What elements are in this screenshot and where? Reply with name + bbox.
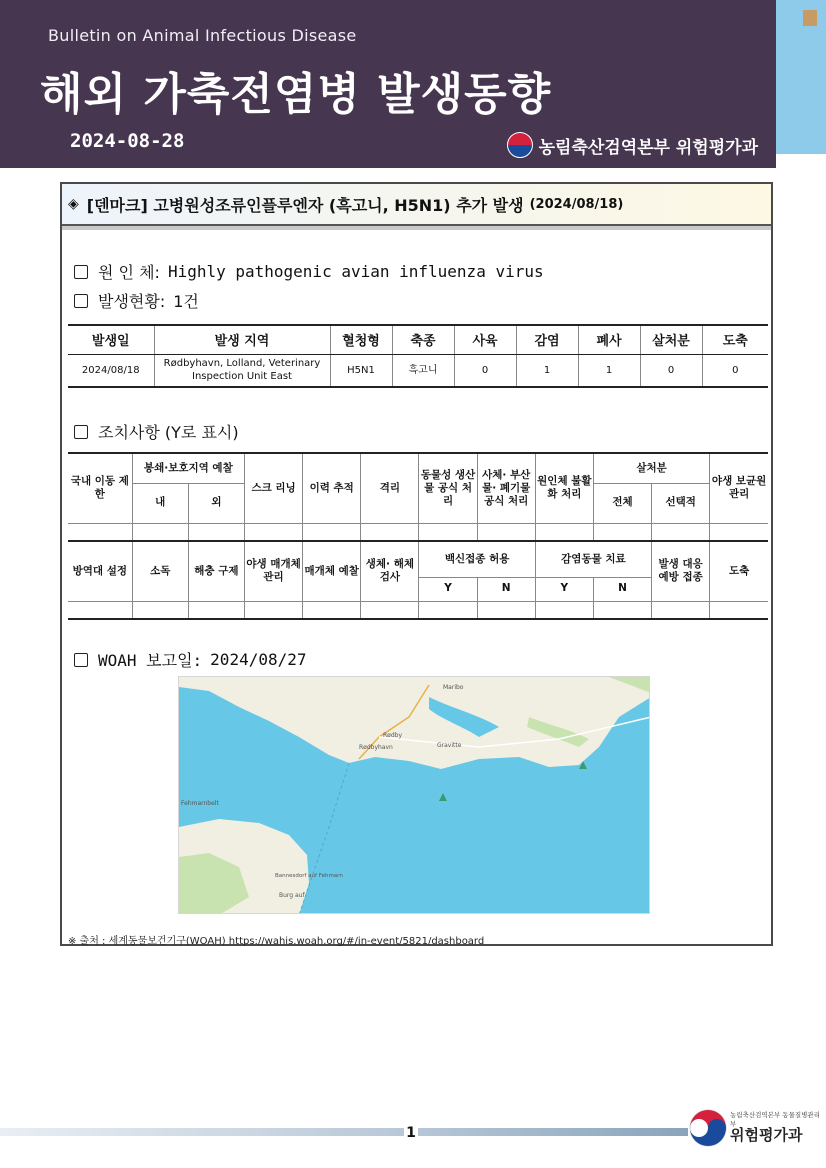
col-header: 축종 — [392, 325, 454, 354]
map-svg — [179, 677, 650, 914]
col-header: 사육 — [454, 325, 516, 354]
pathogen-label: 원 인 체: — [98, 263, 160, 282]
hdr-carcass: 사체· 부산물· 폐기물 공식 처리 — [477, 453, 535, 523]
hdr-treat-y: Y — [535, 577, 593, 601]
outbreak-table — [68, 324, 768, 388]
side-accent-square — [803, 10, 817, 26]
hdr-zone-in: 내 — [132, 483, 188, 523]
map-label-rodby: Rødby — [383, 732, 403, 739]
cell-location: Rødbyhavn, Lolland, Veterinary Inspection Unit East — [154, 354, 330, 387]
hdr-slaughter-test: 생체· 해체 검사 — [361, 541, 419, 601]
col-header: 살처분 — [640, 325, 702, 354]
hdr-zone-out: 외 — [188, 483, 244, 523]
cell-infected: 1 — [516, 354, 578, 387]
header-banner — [0, 0, 776, 168]
header-org — [507, 132, 758, 158]
hdr-vector: 해충 구제 — [188, 541, 244, 601]
hdr-treat-n: N — [593, 577, 651, 601]
measures-table — [68, 452, 768, 620]
status-line — [74, 289, 199, 312]
side-accent-bar — [776, 0, 826, 154]
map-label-maribo: Maribo — [443, 684, 464, 691]
pathogen-line — [74, 260, 544, 283]
checkbox-square-icon — [74, 265, 88, 279]
org-name: 농림축산검역본부 위험평가과 — [538, 137, 758, 158]
woah-label: WOAH 보고일: — [98, 651, 203, 670]
hdr-isolation: 격리 — [361, 453, 419, 523]
cell-kept: 0 — [454, 354, 516, 387]
diamond-bullet-icon: ◈ — [68, 196, 79, 212]
col-header: 도축 — [702, 325, 768, 354]
hdr-prevention: 발생 대응 예방 접종 — [652, 541, 710, 601]
checkbox-square-icon — [74, 294, 88, 308]
bulletin-date: 2024-08-28 — [70, 130, 185, 152]
table-row — [68, 354, 768, 387]
outbreak-header-row — [68, 325, 768, 354]
title-separator — [62, 226, 771, 230]
hdr-treatment: 감염동물 치료 — [535, 541, 651, 577]
source-note: ※ 출처 : 세계동물보건기구(WOAH) https://wahis.woah.org/#/in-event/5821/dashboard — [68, 936, 485, 947]
footer-rule — [0, 1128, 688, 1136]
hdr-zoning: 방역대 설정 — [68, 541, 132, 601]
cell-serotype: H5N1 — [330, 354, 392, 387]
map-label-fehmarn: Fehmarnbelt — [181, 800, 219, 807]
col-header: 발생 지역 — [154, 325, 330, 354]
hdr-disinfection: 소독 — [132, 541, 188, 601]
hdr-products: 동물성 생산물 공식 처리 — [419, 453, 477, 523]
checkbox-square-icon — [74, 425, 88, 439]
hdr-vac-y: Y — [419, 577, 477, 601]
hdr-culling-all: 전체 — [593, 483, 651, 523]
hdr-zone: 봉쇄·보호지역 예찰 — [132, 453, 244, 483]
report-title: [덴마크] 고병원성조류인플루엔자 (흑고니, H5N1) 추가 발생 — [86, 195, 524, 215]
col-header: 감염 — [516, 325, 578, 354]
hdr-wild-vector: 야생 매개체 관리 — [244, 541, 302, 601]
hdr-slaughter: 도축 — [710, 541, 768, 601]
footer-dept-name: 위험평가과 — [730, 1126, 803, 1144]
map-label-bannesdorf: Bannesdorf auf Fehmarn — [275, 873, 343, 879]
checkbox-square-icon — [74, 653, 88, 667]
map-label-gravit: Gravitte — [437, 742, 462, 749]
measures-line — [74, 420, 239, 443]
taegeuk-logo-icon — [507, 132, 533, 158]
cell-date: 2024/08/18 — [81, 364, 140, 376]
status-value: 1건 — [173, 292, 199, 311]
measures-label: 조치사항 (Y로 표시) — [98, 423, 239, 442]
hdr-vaccination: 백신접종 허용 — [419, 541, 535, 577]
bulletin-title: 해외 가축전염병 발생동향 — [40, 69, 552, 120]
hdr-movement: 국내 이동 제한 — [68, 453, 132, 523]
woah-date: 2024/08/27 — [210, 650, 307, 669]
cell-culled: 0 — [640, 354, 702, 387]
measures-value-row — [68, 601, 768, 619]
hdr-trace: 이력 추적 — [303, 453, 361, 523]
col-header: 폐사 — [578, 325, 640, 354]
cell-species: 흑고니 — [392, 354, 454, 387]
outbreak-map — [178, 676, 650, 914]
taegeuk-footer-logo-icon — [688, 1108, 728, 1148]
hdr-vector-surveillance: 매개체 예찰 — [303, 541, 361, 601]
pathogen-value: Highly pathogenic avian influenza virus — [167, 262, 544, 281]
hdr-inactivation: 원인체 불활화 처리 — [535, 453, 593, 523]
cell-slaughtered: 0 — [702, 354, 768, 387]
report-title-date: (2024/08/18) — [529, 196, 624, 212]
hdr-culling: 살처분 — [593, 453, 709, 483]
col-header: 발생일 — [68, 325, 154, 354]
measures-value-row — [68, 523, 768, 541]
footer-org-name: 농림축산검역본부 동물질병관리부 — [730, 1111, 820, 1128]
map-label-burg: Burg auf — [279, 892, 305, 899]
report-frame — [60, 182, 773, 946]
report-title-bar — [62, 184, 771, 226]
map-label-rodbyhavn: Rødbyhavn — [359, 744, 393, 751]
hdr-vac-n: N — [477, 577, 535, 601]
hdr-screening: 스크 리닝 — [244, 453, 302, 523]
col-header: 혈청형 — [330, 325, 392, 354]
status-label: 발생현황: — [98, 292, 166, 311]
cell-dead: 1 — [578, 354, 640, 387]
hdr-culling-selective: 선택적 — [652, 483, 710, 523]
woah-line — [74, 648, 307, 671]
bulletin-subtitle: Bulletin on Animal Infectious Disease — [48, 26, 357, 45]
page-number: 1 — [404, 1124, 418, 1142]
hdr-wild-reservoir: 야생 보균원 관리 — [710, 453, 768, 523]
